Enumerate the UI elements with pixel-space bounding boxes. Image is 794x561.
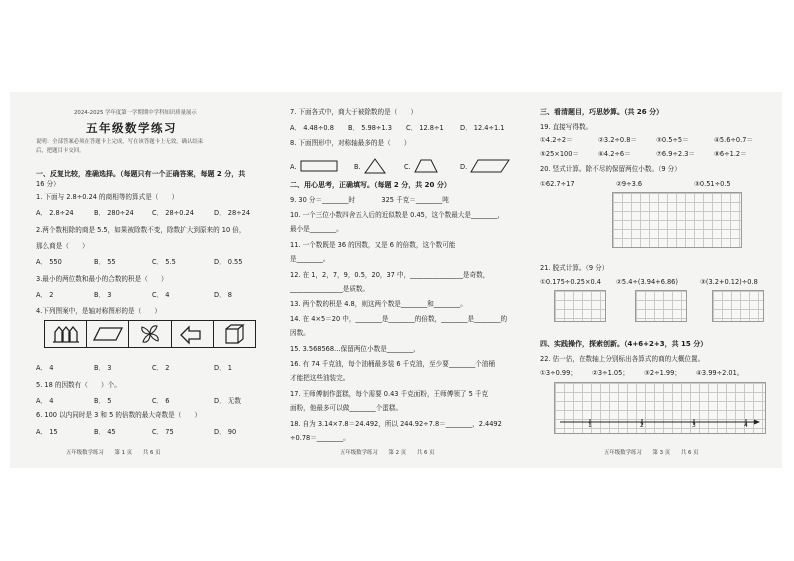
page-footer: 五年级数学练习 第 1 页 共 6 页 [66,450,161,456]
estimate-item: ②3÷1.05； [592,369,629,377]
question-19: 19. 直接写得数。 [540,123,593,131]
page-footer: 五年级数学练习 第 2 页 共 6 页 [340,450,435,456]
question-16a: 16. 有 74 千克油，每个油桶最多装 6 千克油，至少要________个油桶 [290,360,495,368]
option-c: C. [404,163,411,171]
question-3-options [36,291,232,300]
question-12a: 12. 在 1，2，7，9，0.5，20，37 中，________________是奇数， [290,271,490,279]
question-15: 15. 3.568568…保留两位小数是________， [290,345,420,353]
option-d: D． 8 [214,291,232,299]
option-b: B． 280÷24 [94,209,134,217]
question-12b: ________________是质数。 [290,285,370,293]
option-a: A． 4.48÷0.8 [290,124,334,132]
expression-item: ③(3.2+0.12)÷0.8 [700,278,758,286]
question-10b: 最小是________。 [290,225,343,233]
estimate-item: ③2÷1.99； [644,369,681,377]
symmetry-figures [44,320,256,348]
tick-label: 4 [744,422,748,429]
mental-item: ④5.6÷0.7＝ [714,136,754,144]
exam-line: 2024-2025 学年度第一学期期中学科知识质量展示 [74,110,197,116]
option-d: D． 1 [214,364,232,372]
option-a: A． 2.8÷24 [36,209,74,217]
question-21-items [540,278,758,287]
pinwheel-figure [129,321,171,347]
option-a: A． 550 [36,258,62,266]
option-d: D. [460,163,468,171]
option-a: A. [290,163,297,171]
question-21: 21. 脱式计算。（9 分） [540,264,609,272]
question-22: 22. 估一估，在数轴上分别标出各算式的商的大概位置。 [540,355,705,363]
question-10a: 10. 一个三位小数四舍五入后的近似数是 0.45，这个数最大是________， [290,211,504,219]
option-c: C． 2 [152,364,170,372]
expression-item: ②5.4÷(3.94+6.86) [616,278,678,286]
question-17b: 面粉，他最多可以做________个蛋糕。 [290,404,403,412]
question-18b: ÷0.78＝________。 [290,434,350,442]
working-grid-2 [635,290,687,322]
question-2a: 2.两个数相除的商是 5.5，如果被除数不变，除数扩大到原来的 10 倍， [36,226,246,234]
parallelogram-shape [470,159,510,176]
question-11b: 是________。 [290,255,330,263]
working-grid-3 [712,290,764,322]
estimate-item: ④3.99÷2.01。 [696,369,744,377]
question-4: 4.下列图案中，是轴对称图形的是（ ） [36,307,161,315]
mental-item: ⑥4.2÷6＝ [598,150,631,158]
mental-item: ⑤25×100＝ [540,150,580,158]
question-11a: 11. 一个数既是 36 的因数，又是 6 的倍数，这个数可能 [290,241,456,249]
question-6-options [36,428,236,437]
tick-label: 2 [640,422,644,429]
instructions-1: 说明：全部答案必须在答题卡上完成，写在该答题卡上无效，确认结束 [36,139,204,145]
question-22-items [540,369,743,378]
question-2-options [36,258,242,267]
option-b: B． 5 [94,397,112,405]
option-c: C． 75 [152,428,174,436]
option-b: B． 3 [94,364,112,372]
question-1-options [36,209,250,218]
question-17a: 17. 王师傅制作蛋糕，每个需要 0.43 千克面粉，王师傅领了 5 千克 [290,390,489,398]
instructions-2: 后，把题目卡交回。 [36,148,85,154]
question-5-options [36,397,241,406]
option-b: B． 55 [94,258,116,266]
division-item: ③0.51÷0.5 [694,180,731,188]
question-19-row-1 [540,136,753,145]
option-d: D． 0.55 [214,258,243,266]
rectangle-shape [300,160,354,175]
expression-item: ①0.175÷0.25×0.4 [540,278,602,286]
question-6: 6. 100 以内同时是 3 和 5 的倍数的最大奇数是（ ） [36,411,202,419]
question-4-options [36,364,232,373]
parallelogram-figure [87,321,129,347]
question-20: 20. 竖式计算。除不尽的保留两位小数。（9 分） [540,165,681,173]
section-4-title: 四、实践操作，探索创新。（4+6+2+3，共 15 分） [540,340,708,348]
exam-sheet [10,92,782,468]
option-a: A． 4 [36,364,54,372]
estimate-item: ①3÷0.99； [540,369,577,377]
question-8-options [290,158,510,177]
option-c: C． 5.5 [152,258,176,266]
tick-label: 1 [588,422,592,429]
option-b: B． 5.98÷1.3 [348,124,392,132]
option-b: B. [354,163,361,171]
option-a: A． 15 [36,428,58,436]
option-d: D． 无数 [214,397,241,405]
option-c: C． 6 [152,397,170,405]
mental-item: ③0.5÷5＝ [656,136,689,144]
working-grid-1 [554,290,606,322]
option-c: C． 4 [152,291,170,299]
mental-item: ⑧6÷1.2＝ [714,150,747,158]
option-d: D． 90 [214,428,237,436]
question-16b: 才能把这些油装完。 [290,374,350,382]
option-b: B． 45 [94,428,116,436]
page-title: 五年级数学练习 [86,121,177,135]
question-9: 9. 30 分＝________时 325 千克＝________吨 [290,196,449,204]
page-1 [36,92,270,468]
section-1-points: 16 分） [36,180,60,188]
question-19-row-2 [540,150,747,159]
arrows-figure [45,321,87,347]
question-5: 5. 18 的因数有（ ）个。 [36,381,121,389]
mental-item: ②3.2÷0.8＝ [598,136,638,144]
tick-label: 3 [692,422,696,429]
question-13: 13. 两个数的积是 4.8，则这两个数是________和________。 [290,300,467,308]
option-a: A． 4 [36,397,54,405]
division-item: ②9÷3.6 [616,180,643,188]
page-footer: 五年级数学练习 第 3 页 共 6 页 [604,450,699,456]
working-grid [612,192,742,248]
question-14b: 因数。 [290,329,310,337]
section-1-title: 一、反复比较，准确选择。（每题只有一个正确答案，每题 2 分，共 [36,170,246,178]
page-3 [540,92,778,468]
option-c: C． 28÷0.24 [152,209,194,217]
cube-figure [214,321,255,347]
option-b: B． 3 [94,291,112,299]
question-2b: 那么商是（ ） [36,242,89,250]
mental-item: ①4.2÷2＝ [540,136,573,144]
division-item: ①62.7÷17 [540,180,575,188]
question-18a: 18. 自为 3.14×7.8＝24.492，所以 244.92÷7.8＝________，2.4492 [290,420,502,428]
question-1: 1. 下面与 2.8÷0.24 的商相等的算式是（ ） [36,193,179,201]
trapezoid-shape [414,159,460,176]
section-3-title: 三、看清题目，巧思妙算。（共 26 分） [540,108,664,116]
question-3: 3.最小的两位数和最小的合数的积是（ ） [36,275,168,283]
option-d: D． 28÷24 [214,209,251,217]
question-14a: 14. 在 4×5＝20 中，________是________的倍数，________是________的 [290,315,508,323]
section-2-title: 二、用心思考，正确填写。（每题 2 分，共 20 分） [290,181,451,189]
triangle-shape [364,158,404,177]
page-2 [290,92,522,468]
question-7: 7. 下面各式中，商大于被除数的是（ ） [290,108,418,116]
bent-arrow-figure [172,321,214,347]
option-a: A． 2 [36,291,54,299]
question-8: 8. 下面图形中，对称轴最多的是（ ） [290,139,411,147]
question-20-items [540,180,731,189]
option-c: C． 12.8÷1 [406,124,444,132]
option-d: D． 12.4÷1.1 [460,124,505,132]
mental-item: ⑦6.9÷2.3＝ [656,150,696,158]
question-7-options [290,124,504,133]
